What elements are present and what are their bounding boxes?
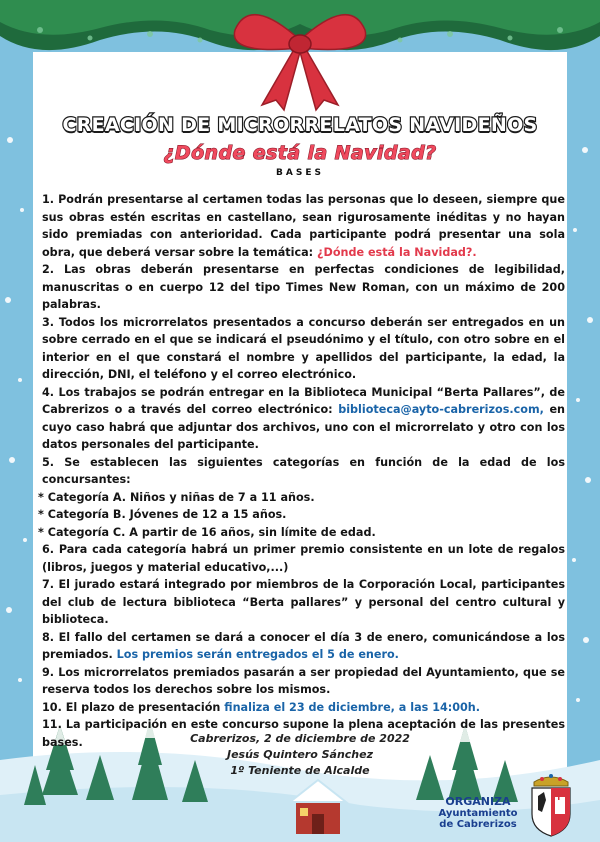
rule-1-text: 1. Podrán presentarse al certamen todas las personas que lo deseen, siempre que sus obras estén escritas en castellano, sean rigurosamente inéditas y no hayan sido premiadas con anterioridad. Cada participante podrá presentar una sola obra, que deberá versar sobre la temática: bbox=[42, 193, 565, 259]
rule-9: 9. Los microrrelatos premiados pasarán a ser propiedad del Ayuntamiento, que se reserva todos los derechos sobre los mismos. bbox=[42, 665, 565, 696]
category-a: * Categoría A. Niños y niñas de 7 a 11 años. bbox=[38, 490, 315, 504]
section-label: BASES bbox=[276, 168, 324, 178]
page-title: CREACIÓN DE MICRORRELATOS NAVIDEÑOS bbox=[62, 114, 538, 136]
rule-4 bbox=[38, 384, 565, 454]
rule-7: 7. El jurado estará integrado por miembros de la Corporación Local, participantes del club de lectura biblioteca “Berta pallares” y personal del centro cultural y biblioteca. bbox=[42, 578, 565, 626]
coat-of-arms-icon bbox=[524, 770, 578, 838]
rule-4-text: 4. Los trabajos se podrán entregar en la Biblioteca Municipal “Berta Pallares”, de Cabrerizos o a través del correo electrónico: bbox=[42, 385, 565, 416]
rule-10 bbox=[38, 699, 565, 717]
rule-8 bbox=[38, 629, 565, 664]
rule-10-text: 10. El plazo de presentación bbox=[42, 700, 225, 714]
signature-place-date: Cabrerizos, 2 de diciembre de 2022 bbox=[190, 732, 410, 745]
rule-11: 11. La participación en este concurso supone la plena aceptación de las presentes bases. bbox=[42, 718, 565, 749]
prize-date-highlight: Los premios serán entregados el 5 de enero. bbox=[116, 648, 399, 661]
rule-6: 6. Para cada categoría habrá un primer premio consistente en un lote de regalos (libros, juegos y material educativo,...) bbox=[42, 543, 565, 574]
rule-3: 3. Todos los microrrelatos presentados a concurso deberán ser entregados en un sobre cerrado en el que se indicará el pseudónimo y el título, con otro sobre en el interior en el que constará el nombre y apellidos del participante, la edad, la dirección, DNI, el teléfono y el correo electrónico. bbox=[42, 315, 565, 381]
garland-bow-decoration bbox=[0, 0, 600, 115]
rule-8-text: 8. El fallo del certamen se dará a conocer el día 3 de enero, comunicándose a los premiados. bbox=[42, 630, 565, 661]
organizer-line2: de Cabrerizos bbox=[439, 819, 517, 830]
organizer-block bbox=[430, 796, 526, 831]
deadline-highlight: finaliza el 23 de diciembre, a las 14:00h. bbox=[224, 700, 481, 714]
organizer-label: ORGANIZA bbox=[445, 795, 511, 808]
category-c: * Categoría C. A partir de 16 años, sin límite de edad. bbox=[38, 525, 376, 539]
organizer-line1: Ayuntamiento bbox=[438, 807, 518, 819]
email-link[interactable]: biblioteca@ayto-cabrerizos.com, bbox=[338, 403, 544, 416]
signature-block bbox=[0, 731, 600, 779]
signature-role: 1º Teniente de Alcalde bbox=[230, 764, 370, 777]
theme-highlight: ¿Dónde está la Navidad?. bbox=[317, 245, 477, 259]
page-subtitle: ¿Dónde está la Navidad? bbox=[163, 142, 437, 164]
rule-4-text-end: en cuyo caso habrá que adjuntar dos archivos, uno con el microrrelato y otro con los datos personales del participante. bbox=[42, 403, 565, 451]
rule-1 bbox=[38, 191, 565, 261]
signature-name: Jesús Quintero Sánchez bbox=[226, 748, 373, 761]
rules-body bbox=[38, 191, 565, 751]
rule-5: 5. Se establecen las siguientes categorías en función de la edad de los concursantes: bbox=[42, 455, 565, 486]
rule-2: 2. Las obras deberán presentarse en perfectas condiciones de legibilidad, manuscritas o en cuerpo 12 del tipo Times New Roman, con un máximo de 200 palabras. bbox=[42, 263, 565, 311]
category-b: * Categoría B. Jóvenes de 12 a 15 años. bbox=[38, 508, 287, 521]
